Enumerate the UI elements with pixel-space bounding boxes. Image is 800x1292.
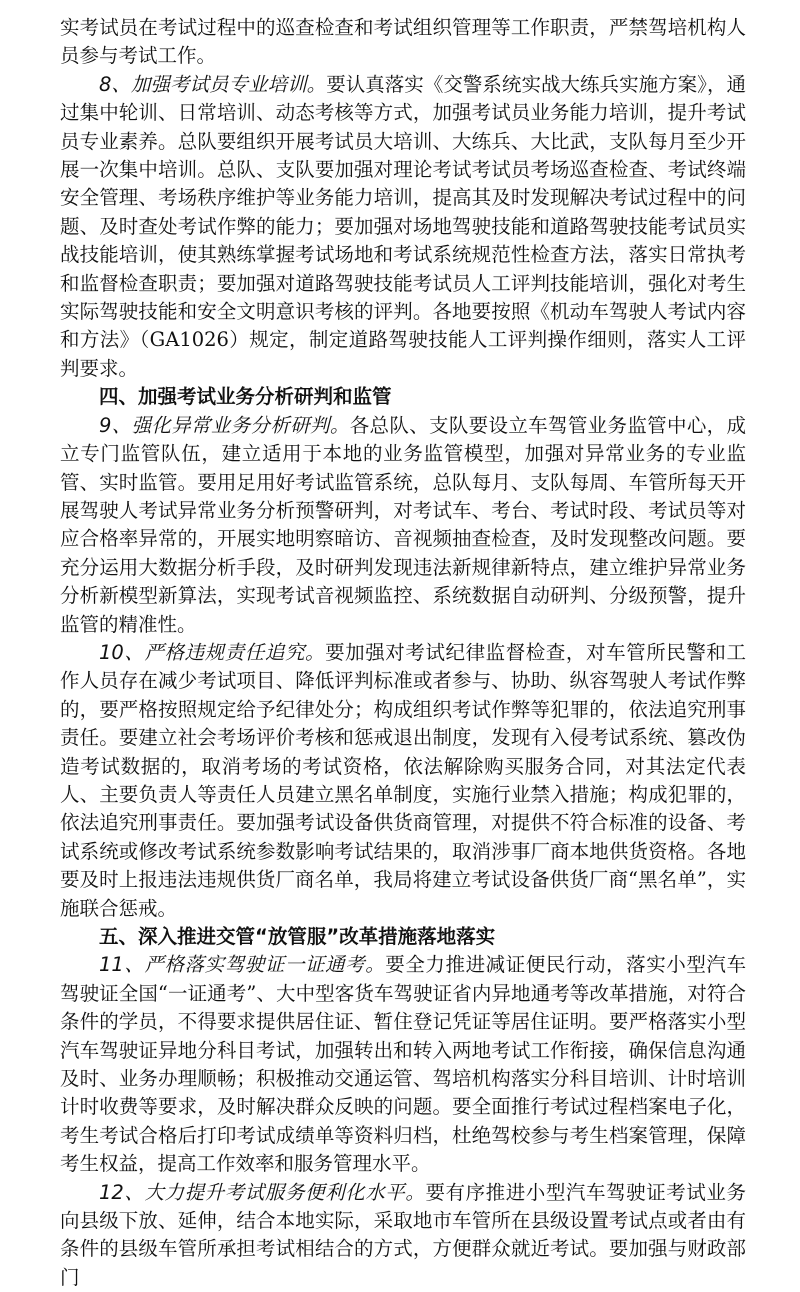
item-12-body: 要有序推进小型汽车驾驶证考试业务向县级下放、延伸，结合本地实际，采取地市车管所在县级设置考试点或者由有条件的县级车管所承担考试相结合的方式，方便群众就近考试。要加强与财政部门 [60, 1180, 746, 1289]
paragraph-item-9 [60, 412, 746, 639]
paragraph-item-12 [60, 1179, 746, 1292]
item-8-body: 要认真落实《交警系统实战大练兵实施方案》，通过集中轮训、日常培训、动态考核等方式，加强考试员业务能力培训，提升考试员专业素养。总队要组织开展考试员大培训、大练兵、大比武，支队每月至少开展一次集中培训。总队、支队要加强对理论考试考试员考场巡查检查、考试终端安全管理、考场秩序维护等业务能力培训，提高其及时发现解决考试过程中的问题、及时查处考试作弊的能力；要加强对场地驾驶技能和道路驾驶技能考试员实战技能培训，使其熟练掌握考试场地和考试系统规范性检查方法，落实日常执考和监督检查职责；要加强对道路驾驶技能考试员人工评判技能培训，强化对考生实际驾驶技能和安全文明意识考核的评判。各地要按照《机动车驾驶人考试内容和方法》（GA1026）规定，制定道路驾驶技能人工评判操作细则，落实人工评判要求。 [60, 72, 746, 380]
paragraph-item-11 [60, 951, 746, 1178]
section-heading-5: 五、深入推进交管“放管服”改革措施落地落实 [99, 925, 496, 948]
paragraph-item-8 [60, 71, 746, 383]
item-9-body: 各总队、支队要设立车驾管业务监管中心，成立专门监管队伍，建立适用于本地的业务监管模型，加强对异常业务的专业监管、实时监管。要用足用好考试监管系统，总队每月、支队每周、车管所每天开展驾驶人考试异常业务分析预警研判，对考试车、考台、考试时段、考试员等对应合格率异常的，开展实地明察暗访、音视频抽查检查，及时发现整改问题。要充分运用大数据分析手段，及时研判发现违法新规律新特点，建立维护异常业务分析新模型新算法，实现考试音视频监控、系统数据自动研判、分级预警，提升监管的精准性。 [60, 413, 746, 636]
item-8-lead: 8、加强考试员专业培训。 [99, 72, 327, 96]
paragraph-item-10 [60, 639, 746, 923]
item-10-body: 要加强对考试纪律监督检查，对车管所民警和工作人员存在减少考试项目、降低评判标准或者参与、协助、纵容驾驶人考试作弊的，要严格按照规定给予纪律处分；构成组织考试作弊等犯罪的，依法追究刑事责任。要建立社会考场评价考核和惩戒退出制度，发现有入侵考试系统、篡改伪造考试数据的，取消考场的考试资格，依法解除购买服务合同，对其法定代表人、主要负责人等责任人员建立黑名单制度，实施行业禁入措施；构成犯罪的，依法追究刑事责任。要加强考试设备供货商管理，对提供不符合标准的设备、考试系统或修改考试系统参数影响考试结果的，取消涉事厂商本地供货资格。各地要及时上报违法违规供货厂商名单，我局将建立考试设备供货厂商“黑名单”，实施联合惩戒。 [60, 640, 746, 920]
item-11-lead: 11、严格落实驾驶证一证通考。 [99, 953, 386, 977]
item-12-lead: 12、大力提升考试服务便利化水平。 [99, 1180, 426, 1204]
item-10-lead: 10、严格违规责任追究。 [99, 640, 326, 664]
section-heading-4: 四、加强考试业务分析研判和监管 [99, 385, 392, 409]
paragraph-continued: 实考试员在考试过程中的巡查检查和考试组织管理等工作职责，严禁驾培机构人员参与考试工作。 [60, 16, 746, 68]
item-11-body: 要全力推进减证便民行动，落实小型汽车驾驶证全国“一证通考”、大中型客货车驾驶证省内异地通考等改革措施，对符合条件的学员，不得要求提供居住证、暂住登记凭证等居住证明。要严格落实小型汽车驾驶证异地分科目考试，加强转出和转入两地考试工作衔接，确保信息沟通及时、业务办理顺畅；积极推动交通运管、驾培机构落实分科目培训、计时培训计时收费等要求，及时解决群众反映的问题。要全面推行考试过程档案电子化，考生考试合格后打印考试成绩单等资料归档，杜绝驾校参与考生档案管理，保障考生权益，提高工作效率和服务管理水平。 [60, 953, 746, 1176]
item-9-lead: 9、强化异常业务分析研判。 [99, 413, 350, 437]
